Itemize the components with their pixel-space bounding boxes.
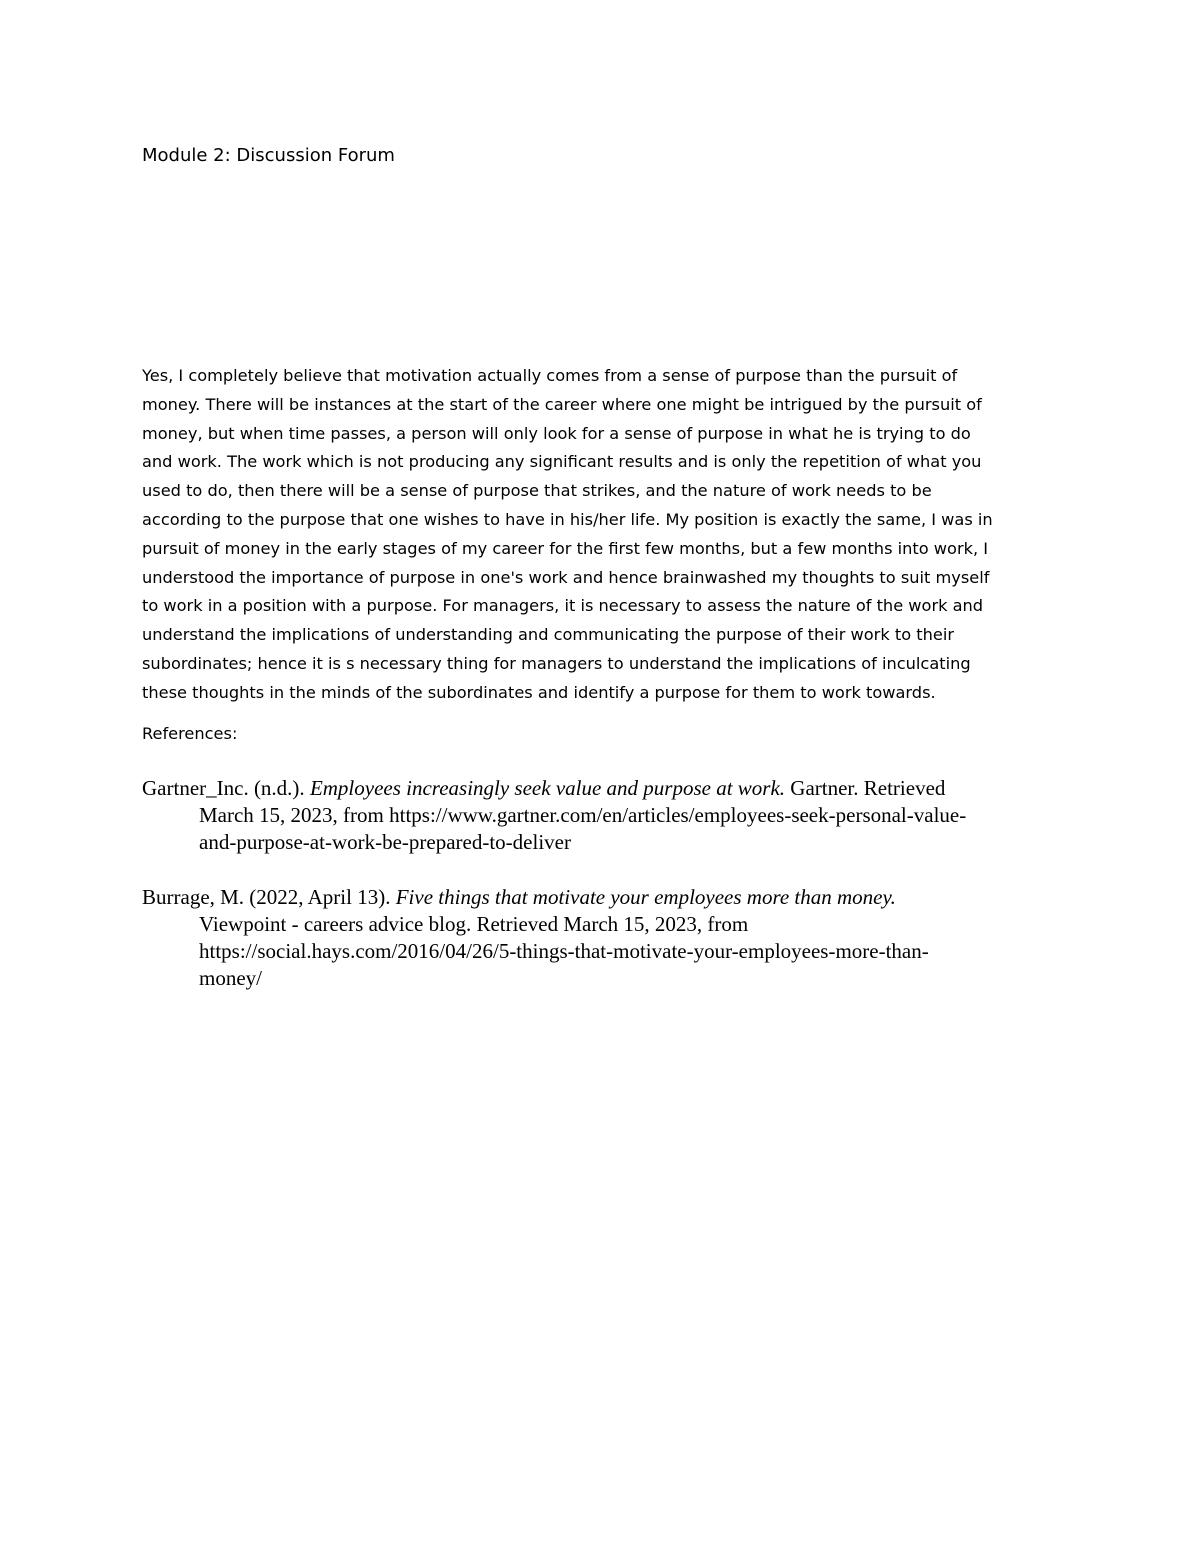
reference-line: and-purpose-at-work-be-prepared-to-deliver [199,830,571,854]
reference-source: Gartner. Retrieved [785,776,946,800]
reference-entry [142,884,1062,992]
body-line: and work. The work which is not producing any significant results and is only the repetition of what you [142,452,982,472]
reference-title: Five things that motivate your employees more than money. [395,885,896,909]
body-line: Yes, I completely believe that motivation actually comes from a sense of purpose than the pursuit of [142,366,958,385]
reference-line [142,775,1062,802]
reference-line: Viewpoint - careers advice blog. Retrieved March 15, 2023, from [199,912,749,936]
reference-line: https://social.hays.com/2016/04/26/5-things-that-motivate-your-employees-more-than- [199,939,929,963]
body-line: subordinates; hence it is s necessary thing for managers to understand the implications of inculcating [142,653,971,673]
reference-line: money/ [199,966,262,990]
reference-line [142,884,1062,911]
body-line: money, but when time passes, a person will only look for a sense of purpose in what he is trying to do [142,423,971,443]
body-line: understand the implications of understanding and communicating the purpose of their work to their [142,625,954,645]
reference-title: Employees increasingly seek value and purpose at work. [309,776,786,800]
body-line: used to do, then there will be a sense of purpose that strikes, and the nature of work needs to be [142,481,932,501]
body-line: money. There will be instances at the start of the career where one might be intrigued by the pursuit of [142,394,982,414]
reference-author-date: Gartner_Inc. (n.d.). [142,776,310,800]
body-line: according to the purpose that one wishes to have in his/her life. My position is exactly the same, I was in [142,509,993,529]
reference-author-date: Burrage, M. (2022, April 13). [142,885,396,909]
body-line: understood the importance of purpose in one's work and hence brainwashed my thoughts to suit myself [142,567,990,587]
body-line: these thoughts in the minds of the subordinates and identify a purpose for them to work towards. [142,682,936,702]
body-line: pursuit of money in the early stages of my career for the first few months, but a few months into work, I [142,538,989,558]
document-title: Module 2: Discussion Forum [142,145,395,166]
body-paragraph [142,362,1062,708]
reference-entry [142,775,1062,856]
references-heading: References: [142,724,238,743]
reference-line: March 15, 2023, from https://www.gartner.com/en/articles/employees-seek-personal-value- [199,803,967,827]
body-line: to work in a position with a purpose. For managers, it is necessary to assess the nature of the work and [142,596,984,616]
